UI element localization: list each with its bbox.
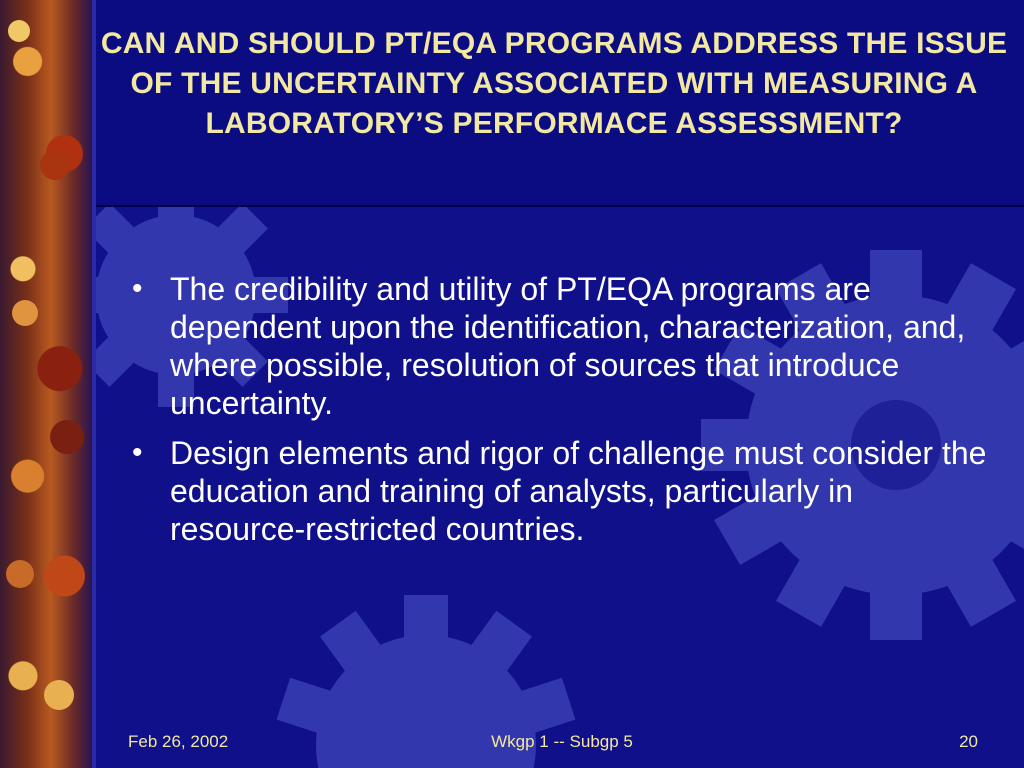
bullet-list bbox=[128, 270, 988, 560]
list-item bbox=[128, 270, 988, 422]
list-item bbox=[128, 434, 988, 548]
bullet-icon: • bbox=[132, 272, 143, 305]
gear-decoration bbox=[8, 20, 30, 42]
bullet-text: The credibility and utility of PT/EQA programs are dependent upon the identification, characterization, and, where possible, resolution of sources that introduce uncertainty. bbox=[170, 271, 966, 421]
gear-decoration bbox=[50, 420, 84, 454]
gear-decoration bbox=[12, 300, 38, 326]
footer-center-text: Wkgp 1 -- Subgp 5 bbox=[491, 732, 633, 751]
bullet-text: Design elements and rigor of challenge must consider the education and training of analysts, particularly in resource-restricted countries. bbox=[170, 435, 987, 547]
gear-decoration bbox=[40, 150, 70, 180]
footer-date: Feb 26, 2002 bbox=[128, 732, 229, 751]
bullet-icon: • bbox=[132, 436, 143, 469]
slide-number: 20 bbox=[959, 732, 978, 751]
gear-decoration bbox=[6, 560, 34, 588]
decorative-side-strip bbox=[0, 0, 92, 768]
gear-decoration bbox=[44, 680, 74, 710]
slide-title: CAN AND SHOULD PT/EQA PROGRAMS ADDRESS THE ISSUE OF THE UNCERTAINTY ASSOCIATED WITH MEASURING A LABORATORY’S PERFORMACE ASSESSMENT? bbox=[100, 27, 1008, 140]
